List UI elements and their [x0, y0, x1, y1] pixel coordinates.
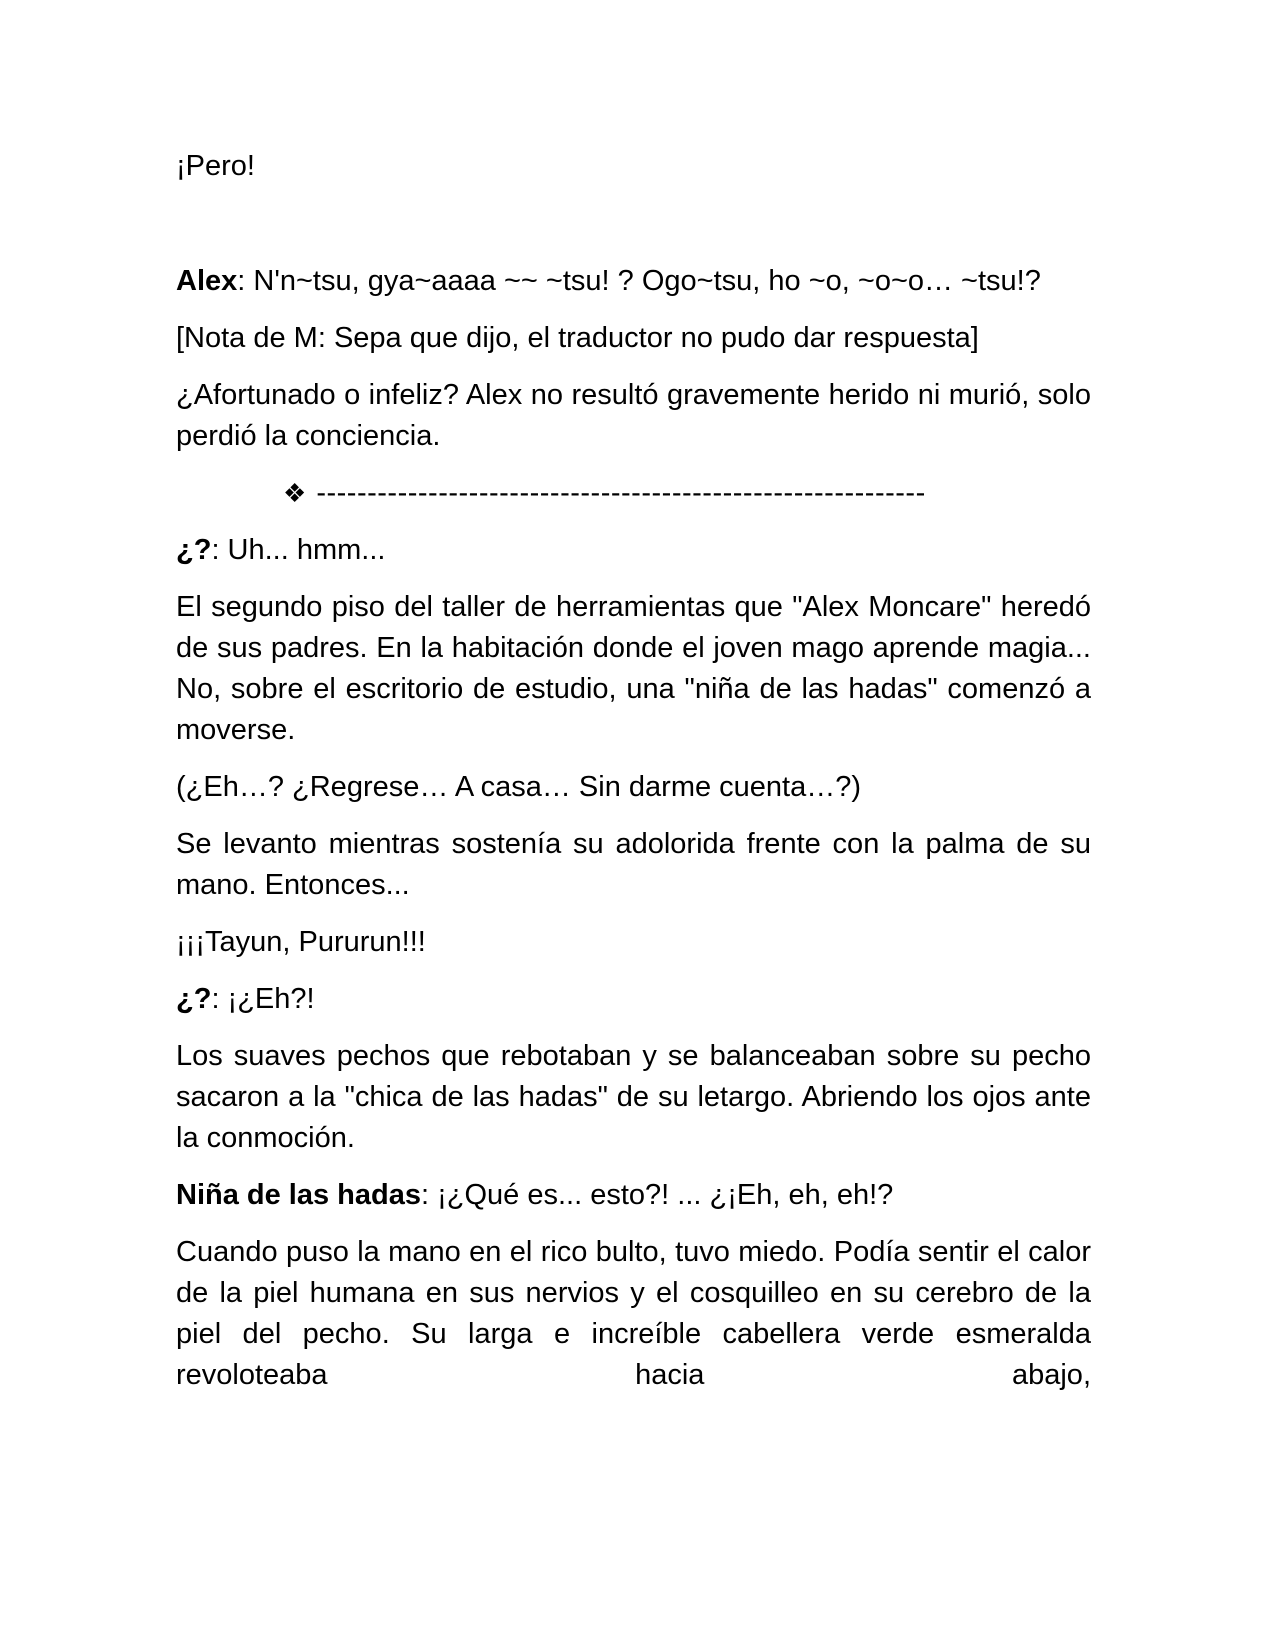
dialogue-unknown: [176, 530, 1091, 571]
speaker-name: ¿?: [176, 534, 212, 566]
paragraph-text: Se levanto mientras sostenía su adolorida frente con la palma de su mano. Entonces...: [176, 828, 1091, 901]
paragraph-narration: [176, 1036, 1091, 1159]
diamond-ornament-icon: ❖: [283, 478, 307, 508]
translator-note: [176, 318, 1091, 359]
paragraph-text: ¡Pero!: [176, 150, 255, 182]
paragraph-narration: [176, 375, 1091, 457]
paragraph-text: ¿Afortunado o infeliz? Alex no resultó gravemente herido ni murió, solo perdió la conciencia.: [176, 379, 1091, 452]
paragraph-narration: [176, 1232, 1091, 1396]
dialogue-fairy-girl: [176, 1175, 1091, 1216]
paragraph-text: El segundo piso del taller de herramientas que "Alex Moncare" heredó de sus padres. En la habitación donde el joven mago aprende magia... No, sobre el escritorio de estudio, una "niña de las hadas" comenzó a moverse.: [176, 591, 1091, 746]
speaker-name: ¿?: [176, 983, 212, 1015]
dashed-line: ------------------------------------------------------------: [316, 477, 926, 509]
paragraph-text: Los suaves pechos que rebotaban y se balanceaban sobre su pecho sacaron a la "chica de las hadas" de su letargo. Abriendo los ojos ante la conmoción.: [176, 1040, 1091, 1154]
paragraph-text: (¿Eh…? ¿Regrese… A casa… Sin darme cuenta…?): [176, 771, 862, 803]
paragraph-text: Cuando puso la mano en el rico bulto, tuvo miedo. Podía sentir el calor de la piel humana en sus nervios y el cosquilleo en su cerebro de la piel del pecho. Su larga e increíble cabellera verde esmeralda revoloteaba hacia abajo,: [176, 1236, 1091, 1391]
scene-divider: [176, 473, 1091, 514]
document-page: [176, 146, 1091, 1412]
dialogue-text: : ¡¿Qué es... esto?! ... ¿¡Eh, eh, eh!?: [421, 1179, 894, 1211]
dialogue-text: : N'n~tsu, gya~aaaa ~~ ~tsu! ? Ogo~tsu, ho ~o, ~o~o… ~tsu!?: [237, 265, 1041, 297]
paragraph-narration: [176, 824, 1091, 906]
paragraph-thought: [176, 767, 1091, 808]
paragraph-text: [Nota de M: Sepa que dijo, el traductor no pudo dar respuesta]: [176, 322, 979, 354]
speaker-name: Alex: [176, 265, 238, 297]
dialogue-text: : ¡¿Eh?!: [211, 983, 315, 1015]
paragraph-sound-effect: [176, 922, 1091, 963]
blank-space: [176, 203, 1091, 261]
dialogue-unknown: [176, 979, 1091, 1020]
paragraph-text: ¡¡¡Tayun, Pururun!!!: [176, 926, 426, 958]
dialogue-text: : Uh... hmm...: [211, 534, 386, 566]
paragraph-narration: [176, 587, 1091, 751]
speaker-name: Niña de las hadas: [176, 1179, 421, 1211]
paragraph-exclamation: [176, 146, 1091, 187]
dialogue-alex: [176, 261, 1091, 302]
